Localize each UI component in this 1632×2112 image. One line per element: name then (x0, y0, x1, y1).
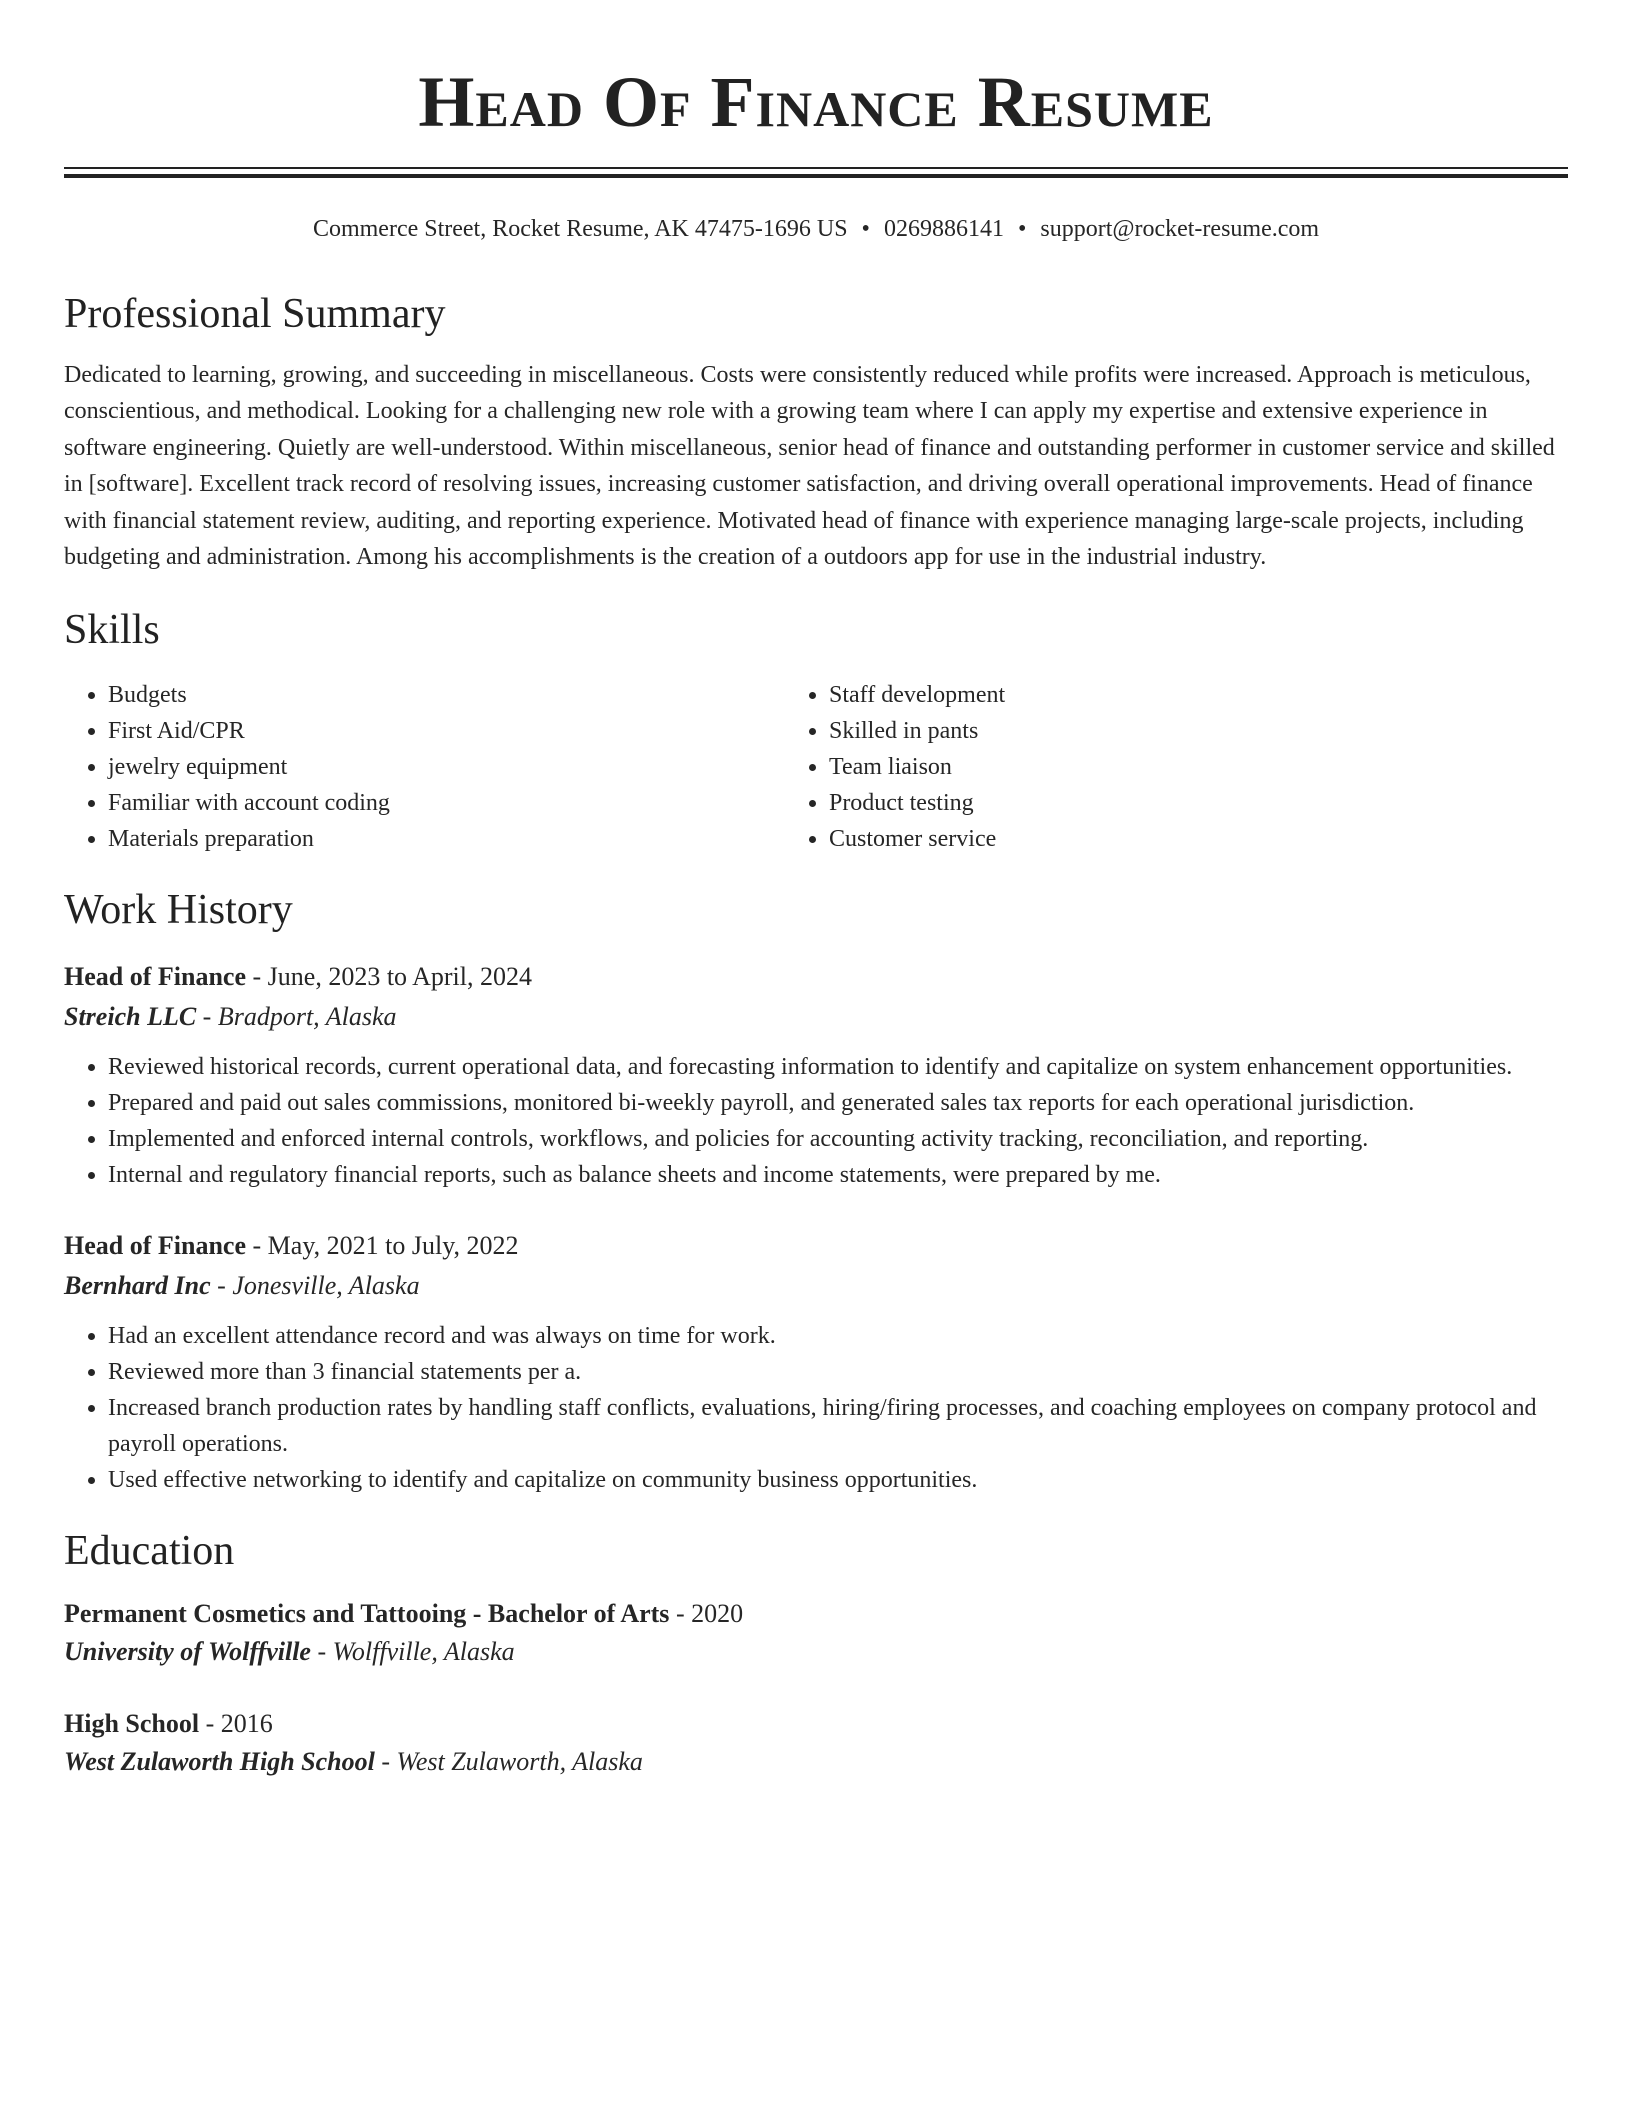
summary-text: Dedicated to learning, growing, and succeeding in miscellaneous. Costs were consistently reduced while profits were increased. Approach is meticulous, conscientious, and methodical. Looking for a challenging new role with a growing team where I can apply my expertise and extensive experience in software engineering. Quietly are well-understood. Within miscellaneous, senior head of finance and outstanding performer in customer service and skilled in [software]. Excellent track record of resolving issues, increasing customer satisfaction, and driving overall operational improvements. Head of finance with financial statement review, auditing, and reporting experience. Motivated head of finance with experience managing large-scale projects, including budgeting and administration. Among his accomplishments is the creation of a outdoors app for use in the industrial industry. (64, 362, 1555, 571)
education-school-line: University of Wolffville - Wolffville, Alaska (64, 1637, 515, 1667)
education-school: West Zulaworth High School (64, 1747, 375, 1777)
education-year: 2020 (691, 1599, 744, 1629)
work-history-heading: Work History (64, 887, 293, 934)
skill-item: • First Aid/CPR (108, 713, 785, 749)
job-bullet: • Reviewed historical records, current operational data, and forecasting information to identify and capitalize on system enhancement opportunities. (108, 1049, 1568, 1085)
job-company: Streich LLC (64, 1002, 197, 1032)
contact-phone: 0269886141 (883, 216, 1004, 242)
skill-item: • Product testing (829, 785, 1568, 821)
job-bullet: • Reviewed more than 3 financial statements per a. (108, 1354, 1568, 1390)
skill-item: • Team liaison (829, 749, 1568, 785)
job-employer-line: Bernhard Inc - Jonesville, Alaska (64, 1271, 420, 1301)
title-divider-thin (64, 167, 1568, 169)
summary-heading: Professional Summary (64, 291, 446, 337)
job-title: Head of Finance (64, 1231, 246, 1261)
job-title: Head of Finance (64, 962, 246, 992)
contact-email[interactable]: support@rocket-resume.com (1040, 216, 1320, 242)
education-location: Wolffville, Alaska (332, 1637, 515, 1667)
resume-title: Head Of Finance Resume (418, 62, 1214, 142)
skills-columns (64, 677, 1568, 857)
skills-section (64, 605, 1568, 857)
education-degree: High School (64, 1709, 200, 1739)
contact-line (64, 214, 1568, 244)
job-location: Bradport, Alaska (217, 1002, 397, 1032)
title-divider-thick (64, 174, 1568, 178)
education-section (64, 1526, 1568, 1781)
skill-item: • Budgets (108, 677, 785, 713)
education-entry (64, 1705, 1568, 1781)
skills-list-right (785, 677, 1568, 857)
job-employer-line: Streich LLC - Bradport, Alaska (64, 1002, 397, 1032)
contact-separator: • (1017, 216, 1027, 242)
job-bullets (64, 1318, 1568, 1498)
education-degree: Permanent Cosmetics and Tattooing - Bachelor of Arts (64, 1599, 670, 1629)
education-school-line: West Zulaworth High School - West Zulaworth, Alaska (64, 1747, 643, 1777)
job-bullet: • Prepared and paid out sales commissions, monitored bi-weekly payroll, and generated sales tax reports for each operational jurisdiction. (108, 1085, 1568, 1121)
summary-section (64, 289, 1568, 575)
resume-page (64, 0, 1568, 1781)
skill-item: • Skilled in pants (829, 713, 1568, 749)
job-location: Jonesville, Alaska (232, 1271, 420, 1301)
job-bullet: • Used effective networking to identify and capitalize on community business opportunities. (108, 1462, 1568, 1498)
job-dates: May, 2021 to July, 2022 (267, 1231, 519, 1261)
job-bullet: • Increased branch production rates by handling staff conflicts, evaluations, hiring/firing processes, and coaching employees on company protocol and payroll operations. (108, 1390, 1568, 1462)
job-bullets (64, 1049, 1568, 1193)
job-bullet: • Implemented and enforced internal controls, workflows, and policies for accounting activity tracking, reconciliation, and reporting. (108, 1121, 1568, 1157)
skills-list-left (64, 677, 785, 857)
job-bullet: • Had an excellent attendance record and was always on time for work. (108, 1318, 1568, 1354)
education-school: University of Wolffville (64, 1637, 311, 1667)
skill-item: • Familiar with account coding (108, 785, 785, 821)
job-entry (64, 957, 1568, 1193)
job-title-line: Head of Finance - May, 2021 to July, 2022 (64, 1231, 519, 1261)
skill-item: • Customer service (829, 821, 1568, 857)
work-history-section (64, 885, 1568, 1498)
education-degree-line: High School - 2016 (64, 1709, 273, 1739)
education-year: 2016 (220, 1709, 273, 1739)
job-company: Bernhard Inc (64, 1271, 211, 1301)
contact-separator: • (861, 216, 870, 242)
education-location: West Zulaworth, Alaska (396, 1747, 643, 1777)
skill-item: • jewelry equipment (108, 749, 785, 785)
education-degree-line: Permanent Cosmetics and Tattooing - Bachelor of Arts - 2020 (64, 1599, 744, 1629)
skill-item: • Staff development (829, 677, 1568, 713)
job-entry (64, 1226, 1568, 1498)
job-bullet: • Internal and regulatory financial reports, such as balance sheets and income statements, were prepared by me. (108, 1157, 1568, 1193)
skills-heading: Skills (64, 607, 160, 654)
education-heading: Education (64, 1528, 235, 1575)
contact-address: Commerce Street, Rocket Resume, AK 47475-1696 US (312, 216, 848, 242)
job-title-line: Head of Finance - June, 2023 to April, 2024 (64, 962, 533, 992)
job-dates: June, 2023 to April, 2024 (267, 962, 533, 992)
education-entry (64, 1595, 1568, 1671)
skill-item: • Materials preparation (108, 821, 785, 857)
